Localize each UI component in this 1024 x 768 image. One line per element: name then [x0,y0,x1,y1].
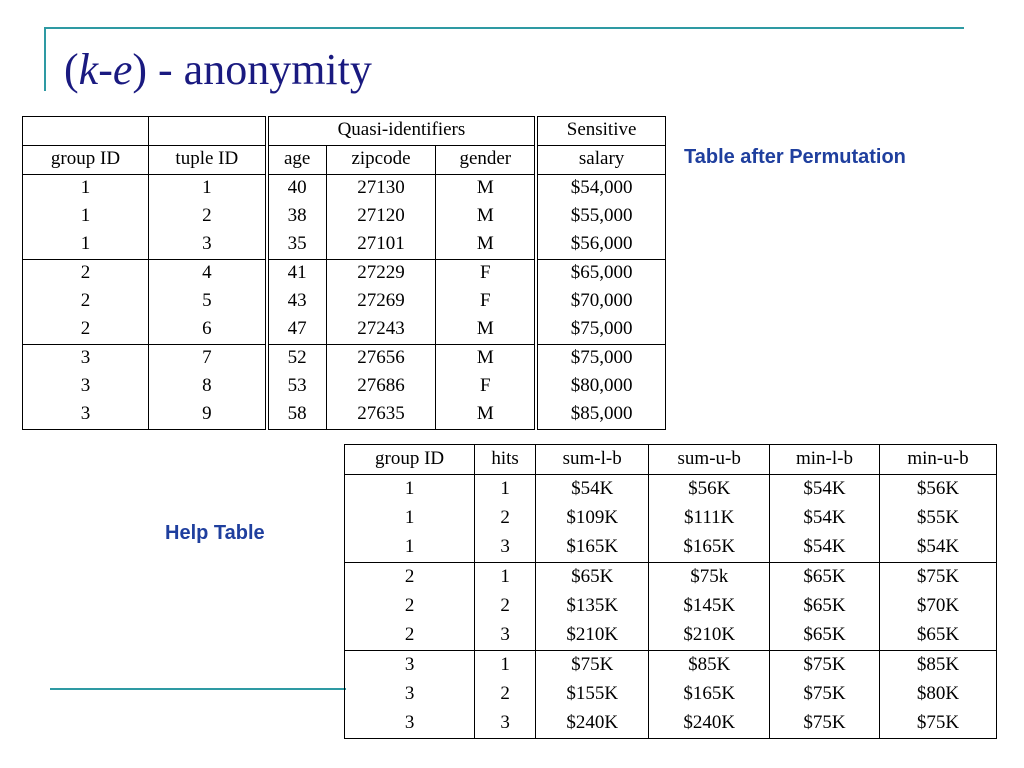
help-table-cell: 1 [345,533,475,563]
perm-table-cell: 6 [148,316,266,345]
help-column-header: min-u-b [879,445,996,475]
perm-header-group-row [23,117,666,146]
perm-table-row [23,316,666,345]
help-table-cell: 3 [404,711,415,733]
perm-table-cell: $70,000 [536,288,665,316]
help-table-cell: $111K [649,504,770,533]
perm-column-header: salary [536,146,665,175]
perm-table-cell: 2 [80,290,91,311]
help-table-cell: $145K [649,592,770,621]
help-table-cell: $54K [769,533,879,563]
help-table-cell: $80K [879,680,996,709]
help-table-cell: $75k [649,563,770,593]
help-table-cell: 3 [404,682,415,704]
perm-table-cell: $85,000 [536,401,665,430]
help-table-cell: 3 [475,621,536,651]
help-table-cell: $54K [879,533,996,563]
perm-header-row [23,146,666,175]
perm-table-cell: $80,000 [536,373,665,401]
help-table-cell: 2 [475,680,536,709]
perm-table-cell: 8 [148,373,266,401]
help-table-cell: $56K [879,475,996,505]
perm-table-cell: 27101 [326,231,436,260]
help-table-row [345,621,997,651]
help-table-cell: 3 [475,709,536,739]
perm-column-header: group ID [23,146,149,175]
help-table-cell: $75K [879,709,996,739]
perm-table-cell: 27229 [326,260,436,289]
help-column-header: sum-u-b [649,445,770,475]
perm-table-cell: 35 [267,231,326,260]
help-table-row [345,533,997,563]
help-table-cell: $240K [535,709,649,739]
perm-table-cell: $54,000 [536,175,665,204]
perm-column-header: age [267,146,326,175]
perm-table-cell: 38 [267,203,326,231]
perm-column-header: gender [436,146,536,175]
perm-header-blank-2 [148,117,266,146]
caption-help-table: Help Table [165,522,265,544]
perm-table-cell: F [436,260,536,289]
help-column-header: sum-l-b [535,445,649,475]
perm-table-cell: $75,000 [536,316,665,345]
help-table-cell: $165K [649,680,770,709]
help-table-row [345,504,997,533]
help-table-cell: 2 [404,565,415,587]
perm-table-cell: 27269 [326,288,436,316]
help-table-cell: 1 [475,651,536,681]
help-table-cell: $75K [879,563,996,593]
perm-table-cell: 9 [148,401,266,430]
help-table-cell: $240K [649,709,770,739]
perm-table-cell: 3 [80,347,91,368]
help-table-cell: $54K [769,475,879,505]
perm-table-row [23,231,666,260]
perm-table-cell: 1 [80,177,91,198]
slide-title [64,44,372,96]
help-table-row [345,651,997,681]
help-table-cell: $85K [879,651,996,681]
help-table-row [345,680,997,709]
help-column-header: min-l-b [769,445,879,475]
perm-table-cell: $56,000 [536,231,665,260]
help-table-cell: $165K [535,533,649,563]
help-table-cell: 2 [345,621,475,651]
help-table-cell: $155K [535,680,649,709]
help-table-cell: $135K [535,592,649,621]
perm-table-cell: 40 [267,175,326,204]
help-table-cell: $55K [879,504,996,533]
perm-table-cell: 1 [148,175,266,204]
perm-table-row [23,401,666,430]
help-table-cell: $75K [769,651,879,681]
help-header-row [345,445,997,475]
perm-header-blank-1 [23,117,149,146]
title-dash: - [98,45,113,94]
perm-table-row [23,288,666,316]
help-table-cell: 2 [404,594,415,616]
perm-table-cell: M [436,316,536,345]
help-table-cell: $65K [769,592,879,621]
perm-table-cell: 3 [80,403,91,424]
perm-table-row [23,260,666,289]
perm-table-cell: 27120 [326,203,436,231]
perm-table-cell: M [436,345,536,374]
perm-table-cell: 53 [267,373,326,401]
perm-table-cell: M [436,175,536,204]
perm-table-cell: 27656 [326,345,436,374]
help-table-cell: 2 [475,592,536,621]
help-table-cell: $210K [649,621,770,651]
perm-table-cell: M [436,231,536,260]
perm-table-row [23,175,666,204]
perm-column-header: tuple ID [148,146,266,175]
perm-table-cell: 52 [267,345,326,374]
perm-table-cell: 3 [148,231,266,260]
help-table-cell: $109K [535,504,649,533]
help-column-header: group ID [345,445,475,475]
help-table-cell: 1 [404,477,415,499]
perm-table-cell: 47 [267,316,326,345]
help-table-row [345,563,997,593]
perm-table-cell: 2 [23,316,149,345]
perm-header-quasi-identifiers: Quasi-identifiers [267,117,537,146]
help-table-row [345,709,997,739]
help-table-row [345,475,997,505]
perm-table-cell: 27243 [326,316,436,345]
help-table-cell: $75K [535,651,649,681]
perm-table-cell: $75,000 [536,345,665,374]
perm-table-cell: 41 [267,260,326,289]
perm-header-sensitive: Sensitive [536,117,665,146]
perm-table-cell: 1 [23,231,149,260]
perm-table-cell: 27686 [326,373,436,401]
help-table-cell: 2 [475,504,536,533]
perm-table-cell: 2 [80,262,91,283]
help-table-cell: $70K [879,592,996,621]
title-k: k [78,45,99,94]
frame-line-bottom [50,688,346,690]
frame-line-left [44,27,46,91]
frame-line-top [44,27,964,29]
perm-table-cell: $65,000 [536,260,665,289]
perm-table-cell: 58 [267,401,326,430]
help-table-row [345,592,997,621]
help-table-cell: 1 [475,563,536,593]
perm-table-row [23,203,666,231]
caption-permutation: Table after Permutation [684,146,906,168]
help-table-cell: 3 [475,533,536,563]
permutation-table [22,116,666,430]
perm-table-cell: 2 [148,203,266,231]
help-table-cell: $65K [535,563,649,593]
perm-table-cell: F [436,373,536,401]
perm-table-cell: 7 [148,345,266,374]
help-table-cell: $165K [649,533,770,563]
help-table-cell: $56K [649,475,770,505]
help-table-cell: $54K [535,475,649,505]
help-table-cell: $65K [879,621,996,651]
perm-table-cell: 27130 [326,175,436,204]
help-table-cell: 1 [475,475,536,505]
perm-table-cell: $55,000 [536,203,665,231]
perm-table-cell: 1 [80,205,91,226]
perm-table-row [23,373,666,401]
help-table-cell: $85K [649,651,770,681]
help-table-cell: $65K [769,621,879,651]
help-table-cell: $54K [769,504,879,533]
perm-table-cell: M [436,401,536,430]
help-table-cell: 3 [404,653,415,675]
title-open-paren: ( [64,45,79,94]
help-table-cell: $210K [535,621,649,651]
perm-table-cell: 5 [148,288,266,316]
help-table-cell: $65K [769,563,879,593]
perm-table-row [23,345,666,374]
perm-table-cell: 27635 [326,401,436,430]
perm-table-cell: 3 [80,375,91,396]
help-table-cell: 1 [404,506,415,528]
help-column-header: hits [475,445,536,475]
perm-table-cell: 4 [148,260,266,289]
help-table-cell: $75K [769,709,879,739]
help-table-cell: $75K [769,680,879,709]
perm-table-cell: F [436,288,536,316]
help-table [344,444,997,739]
title-rest: ) - anonymity [132,45,372,94]
title-e: e [112,45,133,94]
perm-table-cell: M [436,203,536,231]
perm-table-cell: 43 [267,288,326,316]
perm-column-header: zipcode [326,146,436,175]
